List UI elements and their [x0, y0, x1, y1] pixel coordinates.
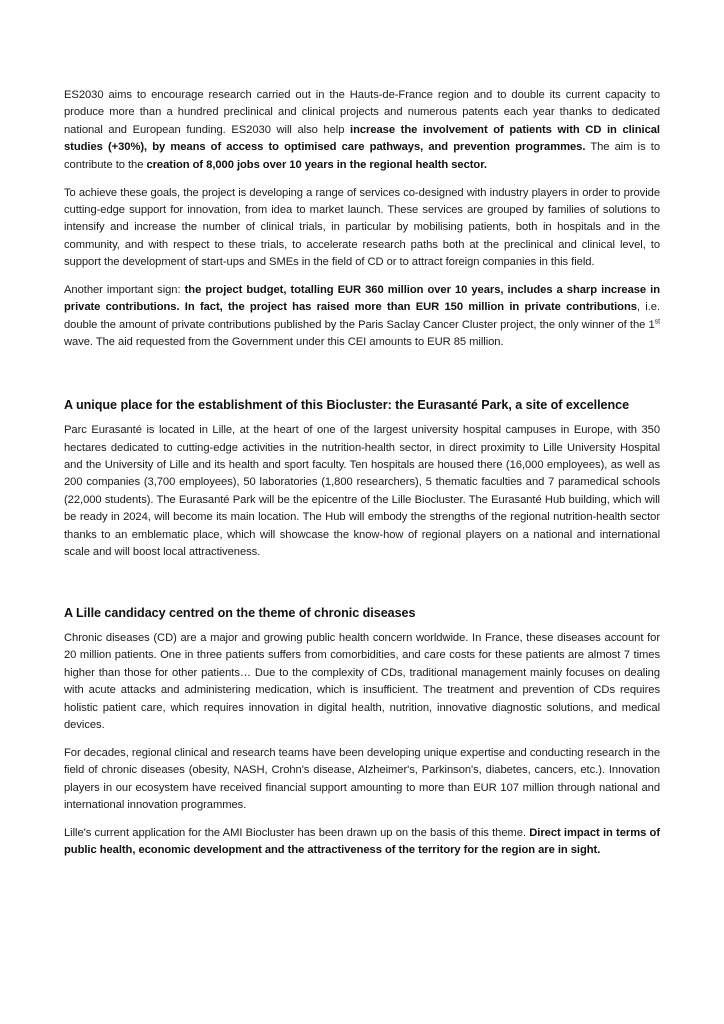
- section-spacer: [64, 362, 660, 396]
- intro-p3-text-1: Another important sign:: [64, 284, 185, 297]
- ordinal-superscript: st: [654, 318, 660, 326]
- intro-p1-bold-2: creation of 8,000 jobs over 10 years in the regional health sector.: [146, 158, 487, 171]
- intro-paragraph-3: [64, 282, 660, 352]
- cd-paragraph-1: Chronic diseases (CD) are a major and growing public health concern worldwide. In France, these diseases account for 20 million patients. One in three patients suffers from comorbidities, and care costs for these patients are almost 7 times higher than those for other patients… Due to the complexity of CDs, traditional management mainly focuses on dealing with acute attacks and administering medication, which is insufficient. The treatment and prevention of CDs requires holistic patient care, which requires innovation in digital health, nutrition, innovative diagnostic solutions, and medical devices.: [64, 631, 660, 731]
- park-paragraph-1: Parc Eurasanté is located in Lille, at the heart of one of the largest university hospital campuses in Europe, with 350 hectares dedicated to cutting-edge activities in the nutrition-health sector, in direct proximity to Lille University Hospital and the University of Lille and its health and sport faculty. Ten hospitals are housed there (16,000 employees), as well as 200 companies (3,700 employees), 50 laboratories (1,800 researchers), 5 thematic faculties and 7 paramedical schools (22,000 students). The Eurasanté Park will be the epicentre of the Lille Biocluster. The Eurasanté Hub building, which will be ready in 2024, will become its main location. The Hub will embody the strengths of the regional nutrition-health sector thanks to an emblematic place, which will showcase the know-how of regional players on a national and international scale and will boost local attractiveness.: [64, 424, 660, 559]
- intro-p1-text-1: ES2030 aims to encourage research carried out in the Hauts-de-France region and to double its current capacity to produce more than a hundred preclinical and clinical projects and numerous patents each year thanks to dedicated national and European funding. ES2030 will also help: [64, 89, 660, 136]
- cd-p3-text-1: Lille's current application for the AMI Biocluster has been drawn up on the basis of this theme.: [64, 827, 530, 839]
- section-spacer: [64, 572, 660, 604]
- intro-p3-text-3: wave. The aid requested from the Government under this CEI amounts to EUR 85 million.: [64, 336, 504, 349]
- intro-p3-bold-1: the project budget, totalling EUR 360 million over 10 years, includes a sharp increase in private contributions. In fact, the project has raised more than EUR 150 million in private contributions: [64, 284, 661, 314]
- section-heading-park: A unique place for the establishment of this Biocluster: the Eurasanté Park, a site of excellence: [64, 398, 630, 413]
- intro-paragraph-1: [64, 87, 660, 174]
- cd-p3-bold-1: Direct impact in terms of public health, economic development and the attractiveness of the territory for the region are in sight.: [64, 827, 660, 857]
- cd-paragraph-2: For decades, regional clinical and research teams have been developing unique expertise and conducting research in the field of chronic diseases (obesity, NASH, Crohn's disease, Alzheimer's, Parkinson's, diabetes, cancers, etc.). Innovation players in our ecosystem have received financial support amounting to more than EUR 107 million through national and international innovation programmes.: [64, 746, 660, 812]
- cd-paragraph-3: [64, 825, 660, 860]
- intro-p1-bold-1: increase the involvement of patients with CD in clinical studies (+30%), by means of access to optimised care pathways, and prevention programmes.: [64, 123, 660, 154]
- section-heading-chronic-diseases: A Lille candidacy centred on the theme of chronic diseases: [64, 605, 416, 620]
- intro-p3-text-2: , i.e. double the amount of private contributions published by the Paris Saclay Cancer Cluster project, the only winner of the 1: [64, 301, 661, 331]
- intro-p1-text-2: The aim is to contribute to the: [64, 141, 660, 171]
- intro-paragraph-2: To achieve these goals, the project is developing a range of services co-designed with industry players in order to provide cutting-edge support for innovation, from idea to market launch. These services are grouped by families of solutions to intensify and increase the number of clinical trials, in particular by mobilising patients, both in hospitals and in the community, and with respect to these trials, to accelerate research paths both at the preclinical and clinical level, to support the development of start-ups and SMEs in the field of CD or to attract foreign companies in this field.: [64, 186, 660, 269]
